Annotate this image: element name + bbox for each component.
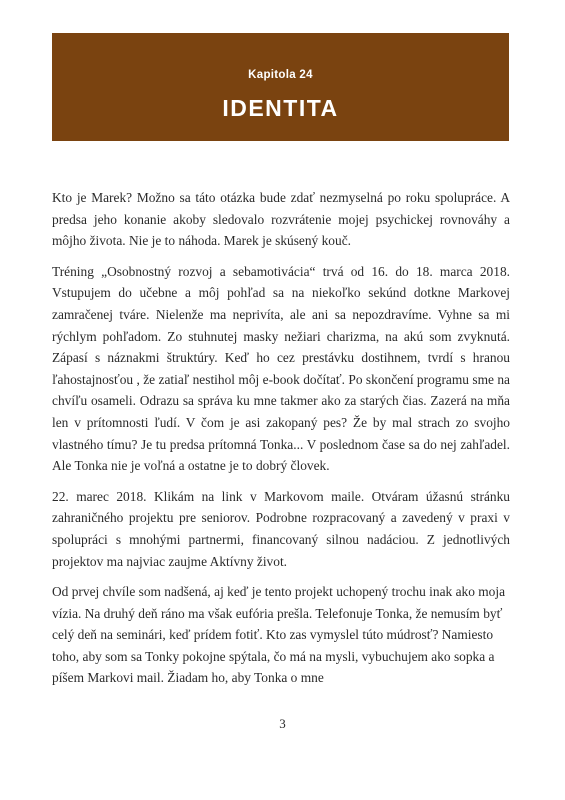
page-number: 3 [279,716,286,731]
chapter-title: IDENTITA [222,95,339,121]
body-text [52,187,510,698]
paragraph-2: Tréning „Osobnostný rozvoj a sebamotivácia“ trvá od 16. do 18. marca 2018. Vstupujem do učebne a môj pohľad sa na niekoľko sekúnd dotkne Markovej zamračenej tváre. Nielenže ma neprivíta, ale ani sa nepozdravíme. Vyhne sa mi rýchlym pohľadom. Zo stuhnutej masky nežiari charizma, na akú som zvyknutá. Zápasí s náznakmi štruktúry. Keď ho cez prestávku dostihnem, tvrdí s hranou ľahostajnosťou , že zatiaľ nestihol môj e-book dočítať. Po skončení programu sme na chvíľu osameli. Odrazu sa správa ku mne takmer ako za starých čias. Zazerá na mňa len v prítomnosti ľudí. V čom je asi zakopaný pes? Že by mal strach zo svojho vlastného tímu? Je tu predsa prítomná Tonka... V poslednom čase sa do nej zahľadel. Ale Tonka nie je voľná a ostatne je to dobrý človek. [52,263,510,474]
paragraph-1: Kto je Marek? Možno sa táto otázka bude zdať nezmyselná po roku spolupráce. A predsa jeho konanie akoby sledovalo rozvrátenie mojej psychickej rovnováhy a môjho života. Nie je to náhoda. Marek je skúsený kouč. [52,190,510,249]
paragraph-4: Od prvej chvíle som nadšená, aj keď je tento projekt uchopený trochu inak ako moja vízia. Na druhý deň ráno ma však eufória prešla. Telefonuje Tonka, že nemusím byť celý deň na seminári, keď prídem fotiť. Kto zas vymyslel túto múdrosť? Namiesto toho, aby som sa Tonky pokojne spýtala, čo má na mysli, vybuchujem ako sopka a píšem Markovi mail. Žiadam ho, aby Tonka o mne [52,584,506,686]
chapter-label: Kapitola 24 [248,69,313,81]
chapter-banner [52,33,509,141]
paragraph-3: 22. marec 2018. Klikám na link v Markovom maile. Otváram úžasnú stránku zahraničného projektu pre seniorov. Podrobne rozpracovaný a zavedený v praxi v spolupráci s mnohými partnermi, financovaný silnou nadáciou. Z jednotlivých projektov ma najviac zaujme Aktívny život. [52,488,510,569]
